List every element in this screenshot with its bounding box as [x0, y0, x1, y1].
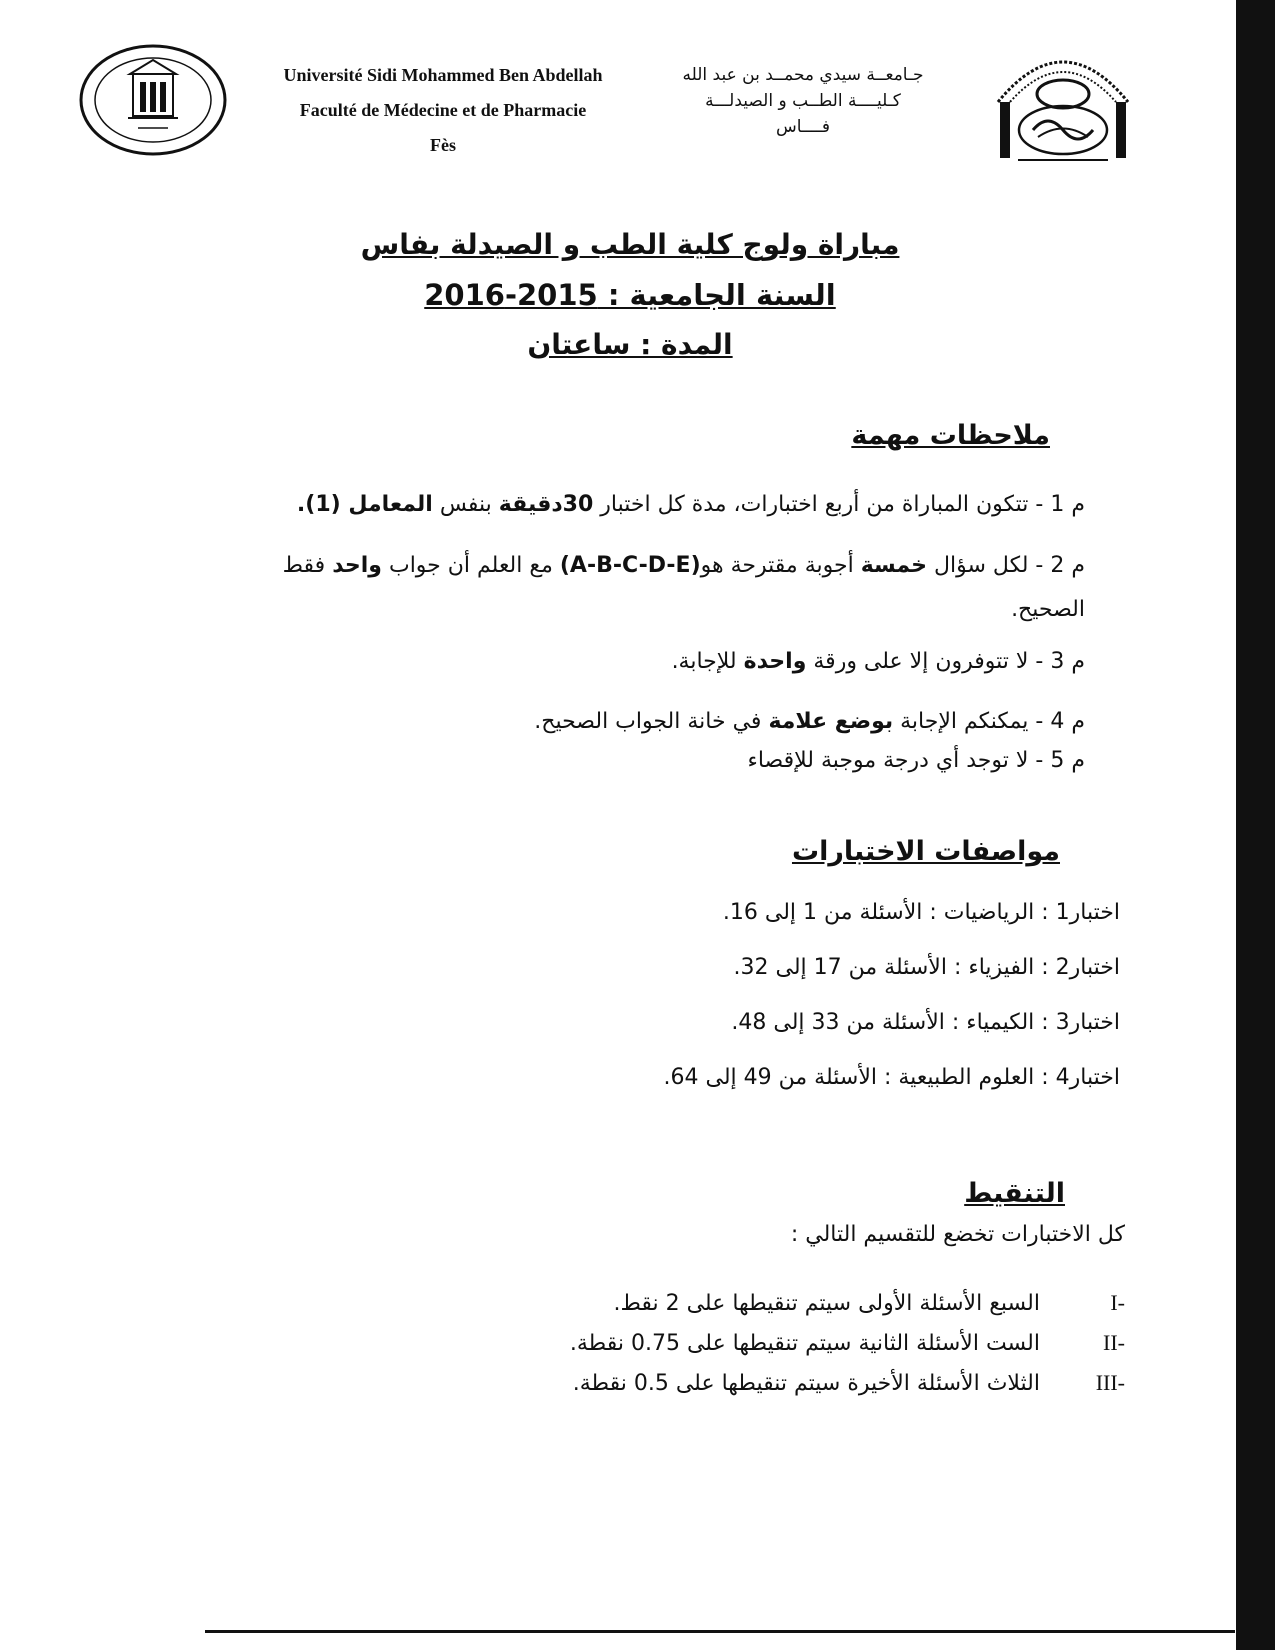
grading-item-number: -I [1110, 1290, 1125, 1315]
faculty-name-fr: Faculté de Médecine et de Pharmacie [299, 100, 587, 120]
french-header [248, 58, 638, 163]
city-fr: Fès [430, 135, 456, 155]
university-emblem-icon [988, 42, 1138, 162]
spec-item: اختبار1 : الرياضيات : الأسئلة من 1 إلى 16. [722, 900, 1120, 925]
grading-item-number: -III [1095, 1370, 1125, 1395]
grading-intro: كل الاختبارات تخضع للتقسيم التالي : [790, 1222, 1125, 1247]
exam-title: مباراة ولوج كلية الطب و الصيدلة بفاس [360, 228, 900, 261]
spec-item: اختبار2 : الفيزياء : الأسئلة من 17 إلى 32. [733, 955, 1120, 980]
note-item: م 4 - يمكنكم الإجابة بوضع علامة في خانة الجواب الصحيح. [534, 709, 1085, 734]
arabic-header [648, 62, 958, 140]
note-item: م 2 - لكل سؤال خمسة أجوبة مقترحة هو(A-B-C-D-E) مع العلم أن جواب واحد فقط الصحيح. [282, 553, 1085, 622]
spec-item: اختبار4 : العلوم الطبيعية : الأسئلة من 49 إلى 64. [663, 1065, 1120, 1090]
city-ar: فــــاس [776, 117, 830, 137]
grading-item-text: السبع الأسئلة الأولى سيتم تنقيطها على 2 نقط. [613, 1291, 1040, 1316]
grading-item [425, 1290, 1125, 1316]
grading-heading: التنقيط [964, 1178, 1065, 1209]
scan-edge [1236, 0, 1275, 1650]
faculty-name-ar: كـليــــة الطــب و الصيدلـــة [705, 91, 901, 111]
note-item: م 1 - تتكون المباراة من أربع اختبارات، مدة كل اختبار 30دقيقة بنفس المعامل (1). [296, 492, 1085, 517]
notes-heading: ملاحظات مهمة [851, 420, 1050, 451]
spec-item: اختبار3 : الكيمياء : الأسئلة من 33 إلى 48. [731, 1010, 1120, 1035]
faculty-seal-icon [78, 44, 228, 156]
grading-item-text: الست الأسئلة الثانية سيتم تنقيطها على 0.75 نقطة. [569, 1331, 1040, 1356]
grading-item [425, 1330, 1125, 1356]
note-item: م 3 - لا تتوفرون إلا على ورقة واحدة للإجابة. [671, 649, 1085, 674]
specs-heading: مواصفات الاختبارات [791, 836, 1060, 867]
academic-year: السنة الجامعية : 2015-2016 [424, 278, 836, 312]
note-item: م 5 - لا توجد أي درجة موجبة للإقصاء [747, 748, 1085, 773]
university-name-ar: جـامعــة سيدي محمــد بن عبد الله [682, 65, 924, 85]
university-name-fr: Université Sidi Mohammed Ben Abdellah [283, 65, 603, 85]
grading-item-number: -II [1103, 1330, 1125, 1355]
grading-item-text: الثلاث الأسئلة الأخيرة سيتم تنقيطها على 0.5 نقطة. [572, 1371, 1040, 1396]
footer-divider [205, 1630, 1235, 1633]
grading-item [425, 1370, 1125, 1396]
exam-duration: المدة : ساعتان [527, 328, 733, 361]
